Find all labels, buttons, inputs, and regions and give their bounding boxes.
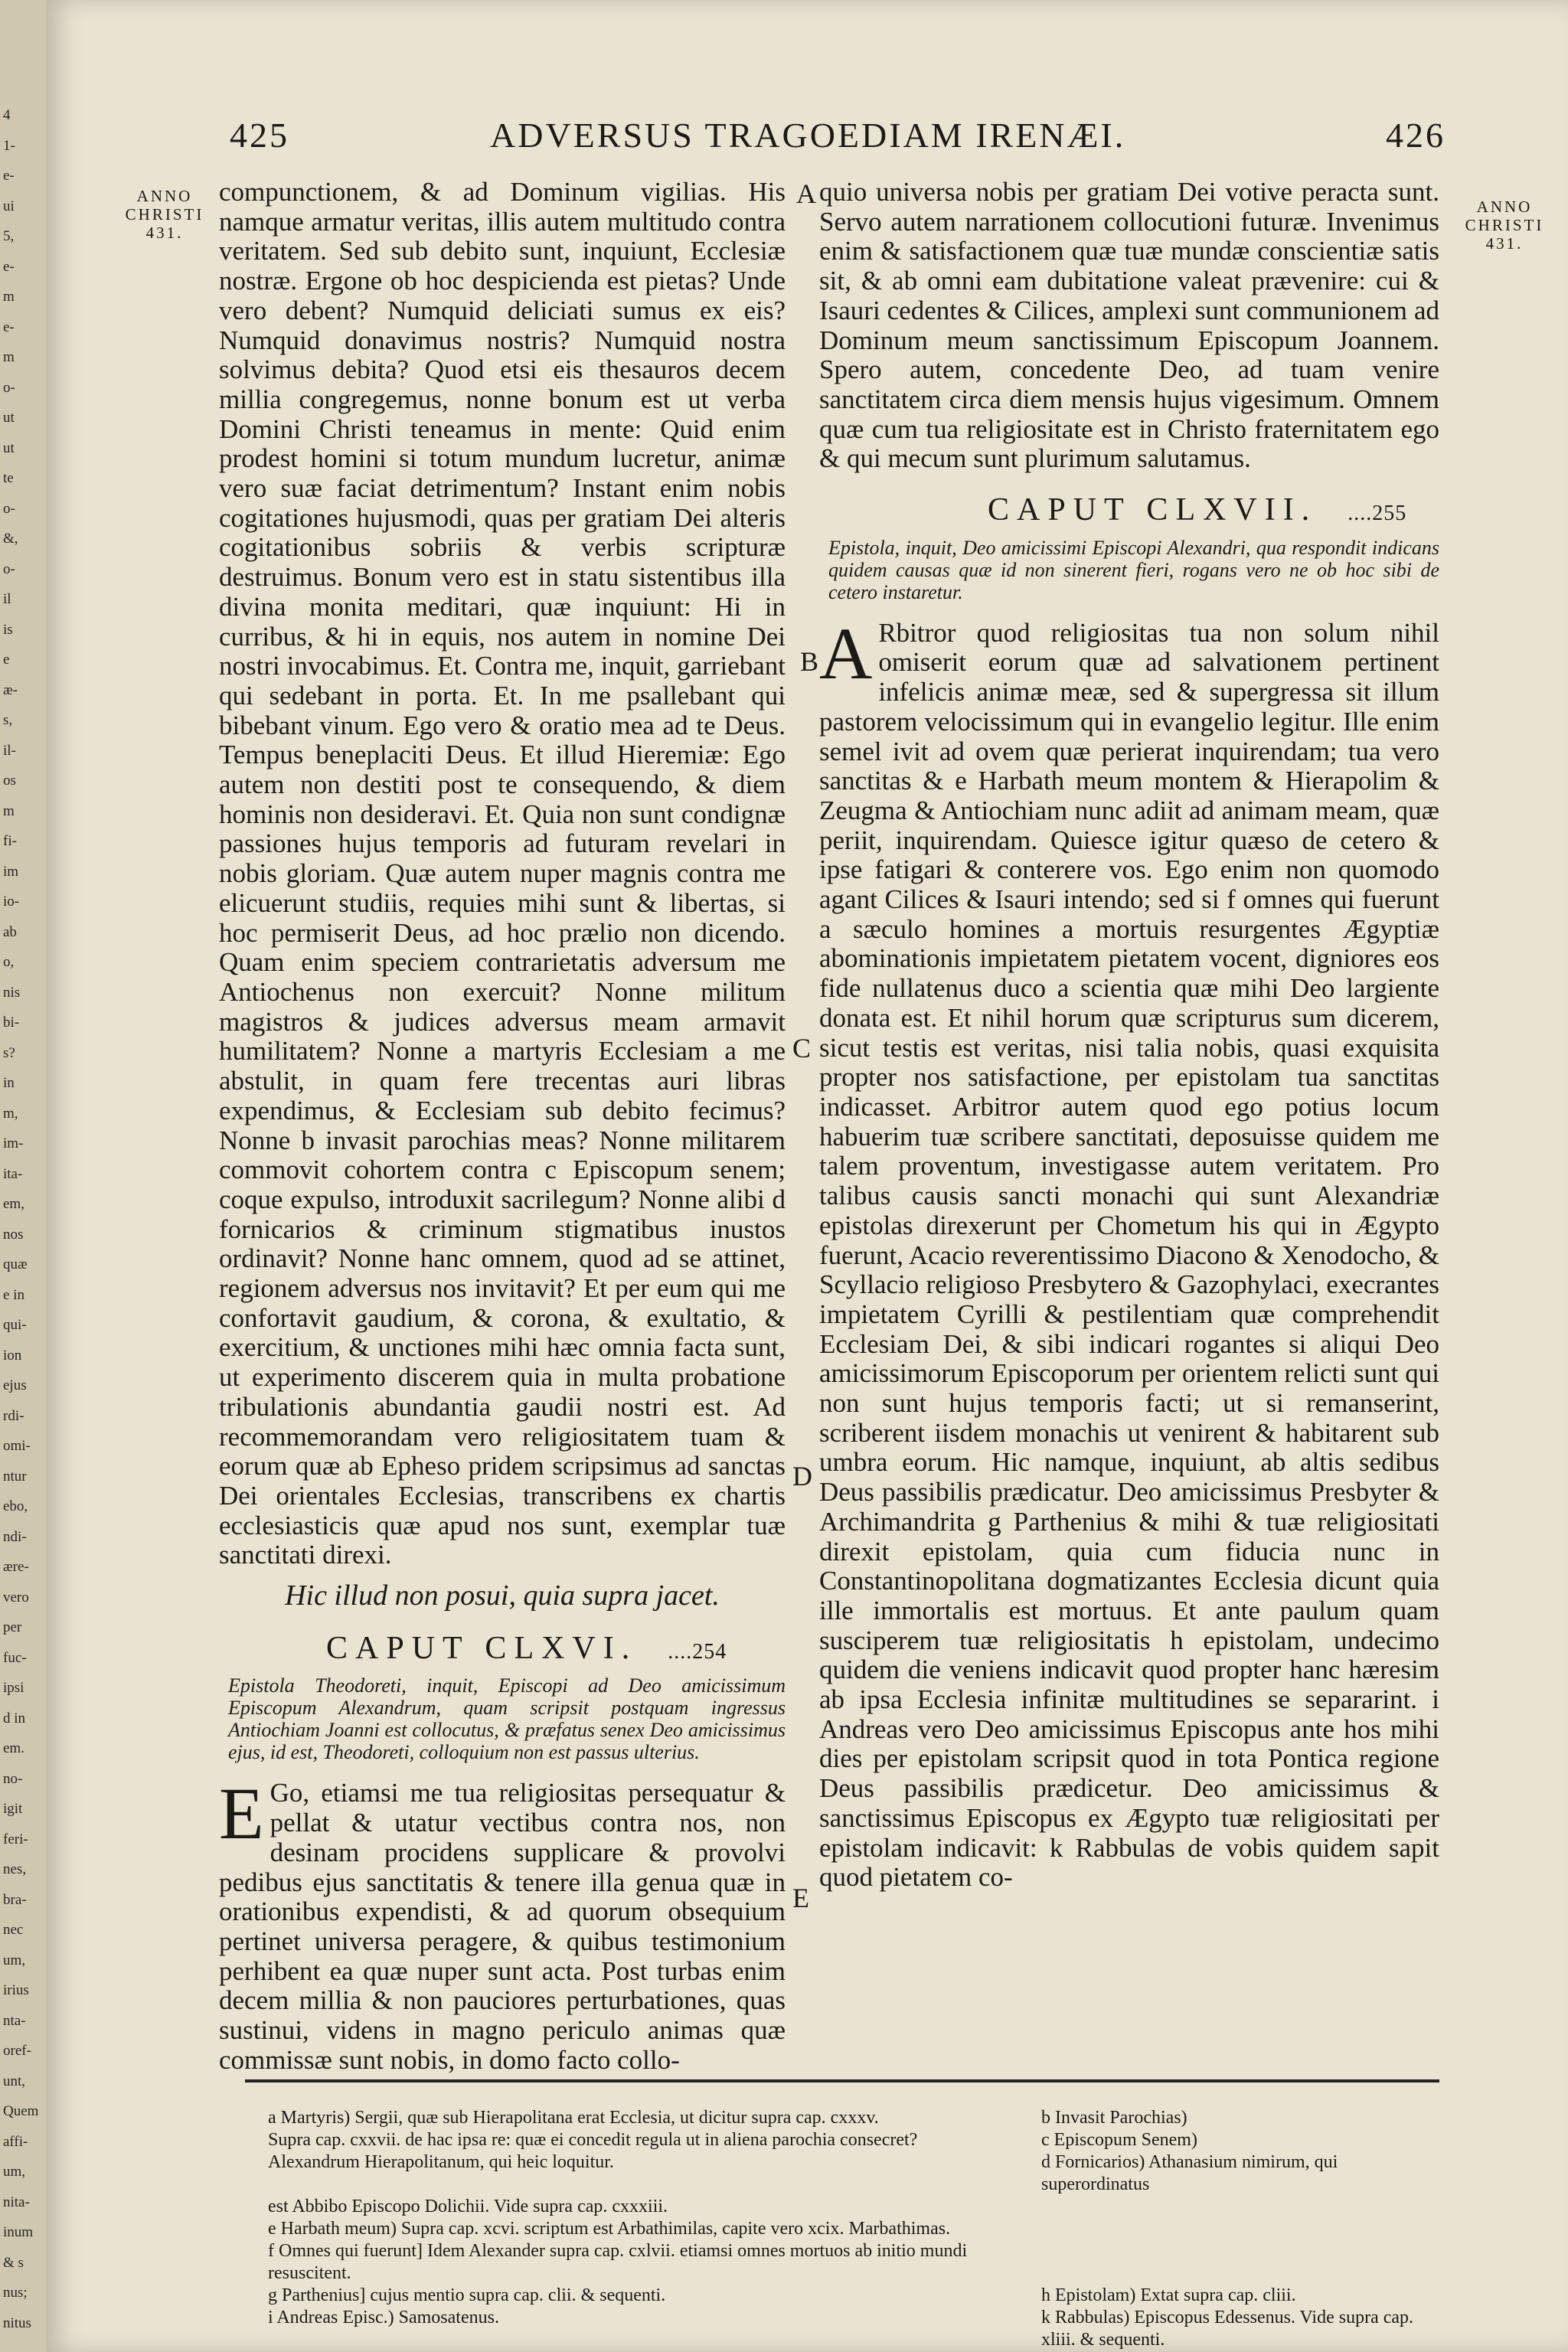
gutter-fragment: &, xyxy=(3,531,18,547)
footnote-left: Alexandrum Hierapolitanum, qui heic loquitur. xyxy=(268,2152,614,2172)
gutter-fragment: m xyxy=(3,802,15,819)
gutter-fragment: nos xyxy=(3,1226,24,1243)
gutter-fragment: e in xyxy=(3,1286,24,1303)
gutter-fragment: s, xyxy=(3,712,13,728)
gutter-fragment: m xyxy=(3,289,15,305)
gutter-fragment: m, xyxy=(3,1105,18,1122)
footnote-right xyxy=(1041,2240,1439,2285)
gutter-fragment: 1- xyxy=(3,137,15,154)
gutter-fragment: ita- xyxy=(3,1165,23,1182)
gutter-fragment: no- xyxy=(3,1770,23,1787)
gutter-fragment: um, xyxy=(3,1952,26,1968)
gutter-fragment: nitus xyxy=(3,2314,31,2331)
gutter-fragment: te xyxy=(3,470,14,486)
anno-christi-right: ANNO CHRISTI 431. xyxy=(1465,198,1544,253)
gutter-fragment: o- xyxy=(3,500,15,517)
gutter-fragment: oref- xyxy=(3,2043,31,2059)
footnote-right xyxy=(1041,2218,1439,2240)
footnotes xyxy=(268,2107,1439,2351)
gutter-fragment: ejus xyxy=(3,1377,27,1393)
right-column xyxy=(819,178,1439,1893)
gutter-fragment: nus; xyxy=(3,2285,28,2301)
footnote-left: f Omnes qui fuerunt] Idem Alexander supra cap. cxlvii. etiamsi omnes mortuos ab initio mundi resuscitent. xyxy=(268,2241,968,2283)
chapter-summary-clxvii: Epistola, inquit, Deo amicissimi Episcopi Alexandri, qua respondit indicans quidem causas quæ id non sinerent fieri, rogans vero ne ob hoc sibi de cetero instaretur. xyxy=(828,536,1439,603)
chapter-heading-clxvii: CAPUT CLXVII. ....255 xyxy=(988,492,1407,528)
right-letter-text: A Rbitror quod religiositas tua non solum nihil omiserit eorum quæ ad salvationem pertinent infelicis animæ meæ, sed & supergressa sit illum pastorem velocissimum qui in evangelio legitur. Ille enim semel ivit ad ovem quæ perierat inquirendam; tua vero sanctitas & e Harbath meum montem & Hierapolim & Zeugma & Antiochiam nunc adiit ad animam meam, quæ periit, inquirendam. Quiesce igitur quæso de cetero & ipse fatigari & conterere vos. Ego enim non quomodo agant Cilices & Isauri intendo; sed si f omnes qui fuerunt a sæculo homines a mortuis resurgentes Ægyptiæ abominationis impietatem pietatem vocent, digniores eos fide nullatenus duco a scientia quæ mihi Deo largiente donata est. Et nihil horum quæ scripturus sum dicerem, sicut testis est veritas, nisi talia nobis, quasi exquisita propter nos satisfactione, per epistolam tua sanctitas indicasset. Arbitror autem quod ego potius locum habuerim tuæ scribere sanctitati, deposuisse quidem me talem proventum, investigasse autem veritatem. Pro talibus causis sancti monachi qui sunt Alexandriæ epistolas direxerunt per Chometum his qui in Ægypto fuerunt, Acacio reverentissimo Diacono & Xenodocho, & Scyllacio religioso Presbytero & Gazophylaci, execrantes impietatem Cyrilli & pestilentiam quæ comprehendit Ecclesiam Dei, & sibi indicari rogantes si aliqui Deo amicissimorum Episcoporum per orientem relicti sunt qui non sunt hujus temporis facti; ut si remanserint, scriberent iisdem monachis ut venirent & habitarent sub umbra eorum. Hic namque, inquiunt, ab altis sedibus Deus passibilis prædicatur. Deo amicissimus Presbyter & Archimandrita g Parthenius & mihi & tuæ religiositati direxit epistolam, quia cum fiducia nunc in Constantinopolitana dogmatizantes Ecclesia dicunt quia ille immortalis est mortuus. Et ante paulum quam susciperem tuæ religiositatis h epistolam, undecimo quidem die veniens indicavit quod propter hanc hæresim ab ipsa Ecclesia infinitæ multitudines se separarint. i Andreas vero Deo amicissimus Episcopus ante hos mihi dies per epistolam scripsit quod in tota Pontica regione Deus passibilis prædicetur. Deo amicissimus & sanctissimus Episcopus ex Ægypto tuæ religiositati per epistolam indicavit: k Rabbulas de vobis quidem sapit quod pietatem co- xyxy=(819,612,1439,1893)
gutter-fragment: vero xyxy=(3,1589,29,1606)
gutter-fragment: is xyxy=(3,621,13,638)
running-title: ADVERSUS TRAGOEDIAM IRENÆI. xyxy=(490,116,1126,155)
gutter-fragment: bra- xyxy=(3,1891,27,1908)
footnote-row xyxy=(268,2107,1439,2129)
section-marker-b: B xyxy=(800,646,819,677)
gutter-fragment: m xyxy=(3,349,15,365)
gutter-fragment: inum xyxy=(3,2224,34,2240)
right-body-text: quio universa nobis per gratiam Dei votive peracta sunt. Servo autem narrationem collocutioni futuræ. Invenimus enim & satisfactionem quæ tuæ mundæ conscientiæ satis sit, & ab omni eam dubitatione valeat prævenire: cui & Isauri cedentes & Cilices, amplexi sunt communionem ad Dominum meum sanctissimum Episcopum Joannem. Spero autem, concedente Deo, ad tuam venire sanctitatem circa diem mensis hujus vigesimum. Omnem quæ cum tua religiositate est in Christo fraternitatem ego & qui mecum sunt plurimum salutamus. xyxy=(819,177,1439,474)
facing-page-gutter xyxy=(0,0,46,2352)
gutter-fragment: ebo, xyxy=(3,1498,28,1514)
gutter-fragment: os xyxy=(3,773,16,789)
gutter-fragment: bi- xyxy=(3,1014,20,1031)
footnote-left: est Abbibo Episcopo Dolichii. Vide supra cap. cxxxiii. xyxy=(268,2197,668,2216)
drop-cap-a: A xyxy=(819,612,873,694)
left-column xyxy=(219,178,786,2075)
gutter-fragment: ion xyxy=(3,1347,22,1364)
section-marker-c: C xyxy=(792,1033,812,1063)
gutter-fragment: o- xyxy=(3,379,15,396)
gutter-fragment: ui xyxy=(3,198,15,214)
gutter-fragment: d in xyxy=(3,1710,26,1726)
gutter-fragment: affi- xyxy=(3,2133,28,2150)
gutter-fragment: quæ xyxy=(3,1256,28,1272)
gutter-fragment: & s xyxy=(3,2254,24,2271)
footnote-left: e Harbath meum) Supra cap. xcvi. scriptum est Arbathimilas, capite vero xcix. Marbathimas. xyxy=(268,2219,951,2239)
footnote-right: b Invasit Parochias) xyxy=(1041,2108,1187,2128)
gutter-fragment: nec xyxy=(3,1922,24,1938)
page-number-right: 426 xyxy=(1386,116,1446,155)
gutter-fragment: o, xyxy=(3,954,15,970)
footnote-row xyxy=(268,2218,1439,2240)
gutter-fragment: nta- xyxy=(3,2012,26,2029)
gutter-fragment: æ- xyxy=(3,681,18,698)
footnote-row xyxy=(268,2285,1439,2307)
gutter-fragment: fuc- xyxy=(3,1649,27,1666)
chapter-summary-clxvi: Epistola Theodoreti, inquit, Episcopi ad Deo amicissimum Episcopum Alexandrum, quam scripsit postquam ingressus Antiochiam Joanni est collocutus, & præfatus senex Deo amicissimus ejus, id est, Theodoreti, colloquium non est passus ulterius. xyxy=(228,1674,786,1764)
gutter-fragment: feri- xyxy=(3,1831,28,1847)
book-page xyxy=(46,0,1568,2352)
gutter-fragment: 4 xyxy=(3,107,11,123)
gutter-fragment: fi- xyxy=(3,833,17,849)
gutter-fragment: io- xyxy=(3,893,20,910)
section-marker-a: A xyxy=(796,178,816,209)
footnote-row xyxy=(268,2151,1439,2196)
gutter-fragment: nis xyxy=(3,984,21,1001)
gutter-fragment: 5, xyxy=(3,228,15,244)
section-marker-e: E xyxy=(792,1883,809,1913)
gutter-fragment: nita- xyxy=(3,2194,30,2210)
gutter-fragment: em, xyxy=(3,1196,24,1212)
footnote-right xyxy=(1041,2196,1439,2218)
footnote-right: k Rabbulas) Episcopus Edessenus. Vide supra cap. xliii. & sequenti. xyxy=(1041,2308,1414,2350)
gutter-fragment: um, xyxy=(3,2164,26,2180)
gutter-fragment: ntur xyxy=(3,1468,27,1485)
gutter-fragment: omi- xyxy=(3,1438,31,1454)
gutter-fragment: qui- xyxy=(3,1317,27,1333)
footnote-left: g Parthenius] cujus mentio supra cap. clii. & sequenti. xyxy=(268,2285,666,2305)
footnote-left: Supra cap. cxxvii. de hac ipsa re: quæ ei concedit regula ut in aliena parochia consecret? xyxy=(268,2130,918,2150)
anno-christi-left: ANNO CHRISTI 431. xyxy=(125,187,204,242)
gutter-fragment: ut xyxy=(3,410,15,426)
gutter-fragment: il- xyxy=(3,742,16,759)
drop-cap-e: E xyxy=(219,1772,264,1855)
gutter-fragment: s? xyxy=(3,1044,15,1061)
left-letter-text: E Go, etiamsi me tua religiositas persequatur & pellat & utatur vectibus contra nos, non desinam procidens supplicare & provolvi pedibus ejus sanctitatis & tenere illa genua quæ in orationibus expendisti, & ad quorum obsequium pertinet universa peragere, & quibus testimonium perhibent ea quæ nuper sunt acta. Post turbas enim decem millia & non pauciores perturbationes, quas sustinui, videns in magno periculo animas quæ commissæ sunt nobis, in domo facto collo- xyxy=(219,1772,786,2075)
gutter-fragment: irius xyxy=(3,1982,29,1998)
gutter-fragment: nes, xyxy=(3,1861,27,1877)
footnote-row xyxy=(268,2240,1439,2285)
gutter-fragment: e- xyxy=(3,258,15,275)
page-number-left: 425 xyxy=(230,116,289,155)
footnote-row xyxy=(268,2196,1439,2218)
gutter-fragment: rdi- xyxy=(3,1407,24,1424)
gutter-fragment: o- xyxy=(3,560,15,577)
gutter-fragment: ut xyxy=(3,439,15,456)
gutter-fragment: em. xyxy=(3,1740,24,1756)
footnote-rule xyxy=(245,2079,1439,2082)
gutter-fragment: per xyxy=(3,1619,22,1635)
section-marker-d: D xyxy=(792,1461,812,1491)
gutter-fragment: in xyxy=(3,1075,15,1091)
gutter-fragment: il xyxy=(3,591,11,607)
gutter-fragment: unt, xyxy=(3,2073,26,2089)
footnote-right: h Epistolam) Extat supra cap. cliii. xyxy=(1041,2285,1296,2305)
footnote-right: c Episcopum Senem) xyxy=(1041,2130,1197,2150)
editorial-note: Hic illud non posui, quia supra jacet. xyxy=(285,1579,720,1612)
footnote-left: a Martyris) Sergii, quæ sub Hierapolitana erat Ecclesia, ut dicitur supra cap. cxxxv. xyxy=(268,2108,879,2128)
footnote-row xyxy=(268,2129,1439,2151)
chapter-heading-clxvi: CAPUT CLXVI. ....254 xyxy=(326,1630,727,1666)
gutter-fragment: e- xyxy=(3,168,15,184)
gutter-fragment: im- xyxy=(3,1135,24,1152)
gutter-fragment: ipsi xyxy=(3,1680,24,1696)
gutter-fragment: ære- xyxy=(3,1559,29,1575)
gutter-fragment: e- xyxy=(3,318,15,335)
footnote-left: i Andreas Episc.) Samosatenus. xyxy=(268,2308,499,2328)
left-body-text: compunctionem, & ad Dominum vigilias. His namque armatur veritas, illis autem multitudo contra veritatem. Sed sub debito sunt, inquiunt, Ecclesiæ nostræ. Ergone ob hoc despicienda est pietas? Unde vero debent? Numquid deliciati sumus ex eis? Numquid donavimus nostris? Numquid nostra solvimus debita? Quod etsi eis thesauros decem millia congregemus, nonne bonum est ut verba Domini Christi teneamus in mente: Quid enim prodest homini si totum mundum lucretur, animæ vero suæ faciat detrimentum? Instant enim nobis cogitationes hujusmodi, quas per gratiam Dei alteris cogitationibus sobriis & verbis scripturæ destruimus. Bonum vero est in statu sistentibus illa divina monita meditari, quæ inquiunt: Hi in curribus, & hi in equis, nos autem in nomine Dei nostri invocabimus. Et. Contra me, inquit, garriebant qui sedebant in porta. Et. In me psallebant qui bibebant vinum. Ego vero & oratio mea ad te Deus. Tempus beneplaciti Deus. Et illud Hieremiæ: Ego autem non destiti post te consequendo, & diem hominis non desideravi. Et. Quia non sunt condignæ passiones hujus temporis ad futuram revelari in nobis gloriam. Quæ autem nuper magnis contra me elicuerunt studiis, requies mihi sunt & libertas, si hoc permiserit Deus, ad hoc prælio non dicendo. Quam enim speciem contrarietatis adversum me Antiochenus non exercuit? Nonne militum magistros & judices adversus meam armavit humilitatem? Nonne a martyris Ecclesiam a me abstulit, in quam fere trecentas auri libras expendimus, & Ecclesiam sub debito fecimus? Nonne b invasit parochias meas? Nonne militarem commovit cohortem contra c Episcopum senem; coque expulso, introduxit sacrilegum? Nonne alibi d fornicarios & criminum stigmatibus inustos ordinavit? Nonne hanc omnem, quod ad se attinet, regionem adversus nos invitavit? Et per eum qui me confortavit gaudium, & corona, & exultatio, & exercitium, & unctiones mihi hæc omnia facta sunt, ut experimento discerem quia in multa probatione tribulationis abundantia gaudii nostri est. Ad recommemorandam vero religiositatem tuam & eorum quæ ab Epheso pridem scripsimus ad sanctas Dei orientales Ecclesias, transcribens ex chartis ecclesiasticis quæ apud nos sunt, exemplar tuæ sanctitati direxi. xyxy=(219,177,786,1570)
footnote-right: d Fornicarios) Athanasium nimirum, qui superordinatus xyxy=(1041,2152,1338,2194)
footnote-row xyxy=(268,2307,1439,2351)
gutter-fragment: im xyxy=(3,863,19,880)
gutter-fragment: ab xyxy=(3,923,17,940)
gutter-fragment: e xyxy=(3,652,10,668)
gutter-fragment: Quem xyxy=(3,2103,39,2119)
gutter-fragment: igit xyxy=(3,1801,23,1817)
gutter-fragment: ndi- xyxy=(3,1528,27,1545)
